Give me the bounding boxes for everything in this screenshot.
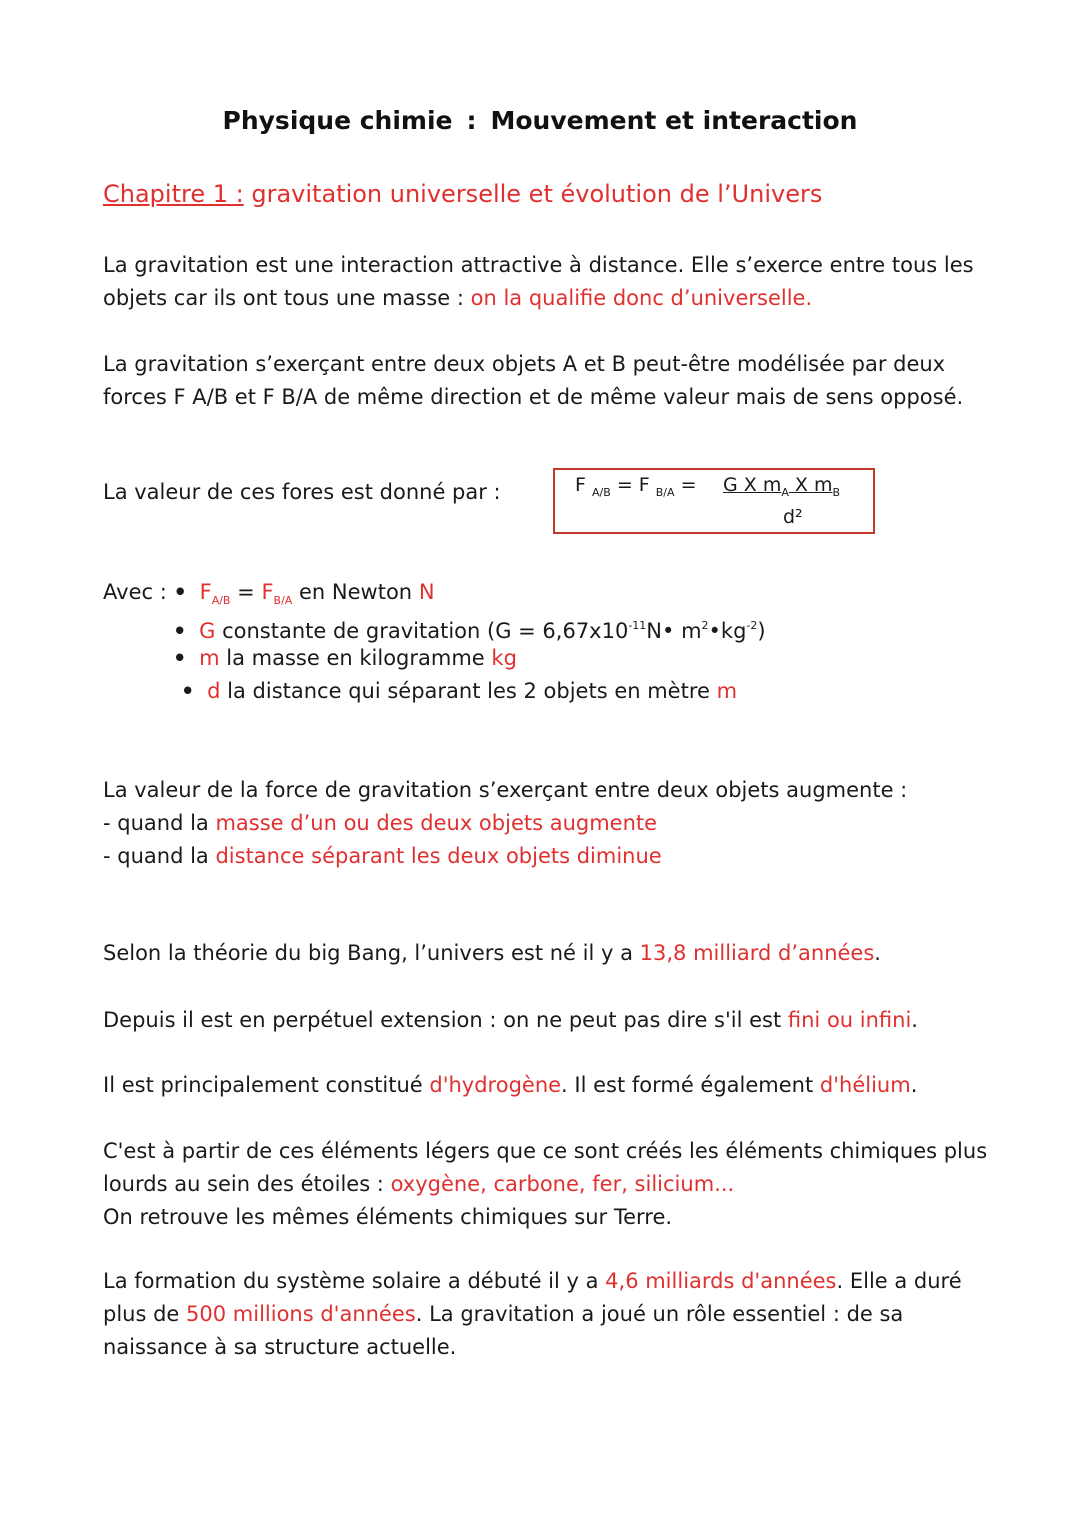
- formula-lhs: F $_{A/B}$ = F $_{B/A}$ =: [575, 474, 697, 499]
- list-item: - quand la masse d’un ou des deux objets augmente: [103, 811, 658, 835]
- forces-paragraph: La gravitation s’exerçant entre deux objets A et B peut-être modélisée par deux forces F A/B et F B/A de même direction et de même valeur mais de sens opposé.: [103, 352, 964, 409]
- intro-highlight: on la qualifie donc d’universelle.: [470, 286, 813, 310]
- list-item: • m la masse en kilogramme kg: [173, 646, 517, 670]
- formula-intro: La valeur de ces fores est donné par :: [103, 480, 501, 504]
- bigbang-paragraph: Selon la théorie du big Bang, l’univers est né il y a 13,8 milliard d’années.: [103, 941, 881, 965]
- formula-denominator: d²: [783, 506, 803, 528]
- list-item: • G constante de gravitation ($G = 6,67x10^{-11}N•$ $m^2•kg^{-2}$): [173, 619, 766, 643]
- intro-paragraph: [103, 249, 983, 315]
- title-topic: Mouvement et interaction: [490, 106, 858, 135]
- formula-numerator: G X $m_A$ X $m_B$: [723, 474, 841, 499]
- bullet-icon: •: [173, 580, 187, 604]
- list-item: • d la distance qui séparant les 2 objets en mètre m: [181, 679, 738, 703]
- solar-paragraph: La formation du système solaire a débuté il y a 4,6 milliards d'années. Elle a duré plus de 500 millions d'années. La gravitation a joué un rôle essentiel : de sa naissance à sa structure actuelle.: [103, 1269, 962, 1359]
- bullet-icon: •: [173, 646, 187, 670]
- chapter-heading: [103, 180, 822, 208]
- bullet-icon: •: [181, 679, 195, 703]
- list-item: Avec : • $F_{A/B} = F_{B/A}$ en Newton N: [103, 580, 435, 608]
- increase-section: [103, 774, 983, 873]
- title-subject: Physique chimie: [222, 106, 453, 135]
- extension-paragraph: Depuis il est en perpétuel extension : on ne peut pas dire s'il est fini ou infini.: [103, 1008, 918, 1032]
- intro-text: La gravitation est une interaction attractive à distance. Elle s’exerce entre tous les objets car ils ont tous une masse :: [103, 253, 974, 310]
- chapter-title: gravitation universelle et évolution de l’Univers: [251, 180, 823, 208]
- title-separator: :: [466, 106, 477, 135]
- list-item: - quand la distance séparant les deux objets diminue: [103, 844, 662, 868]
- variables-list: [103, 576, 766, 708]
- page-title: [0, 106, 1080, 135]
- elements-paragraph: C'est à partir de ces éléments légers que ce sont créés les éléments chimiques plus lourds au sein des étoiles : oxygène, carbone, fer, silicium... On retrouve les mêmes éléments chimiques sur Terre.: [103, 1139, 988, 1229]
- chapter-label: Chapitre 1 :: [103, 180, 244, 208]
- formula-box: [553, 468, 875, 534]
- increase-intro: La valeur de la force de gravitation s’exerçant entre deux objets augmente :: [103, 778, 908, 802]
- bullet-icon: •: [173, 619, 187, 643]
- composition-paragraph: Il est principalement constitué d'hydrogène. Il est formé également d'hélium.: [103, 1073, 918, 1097]
